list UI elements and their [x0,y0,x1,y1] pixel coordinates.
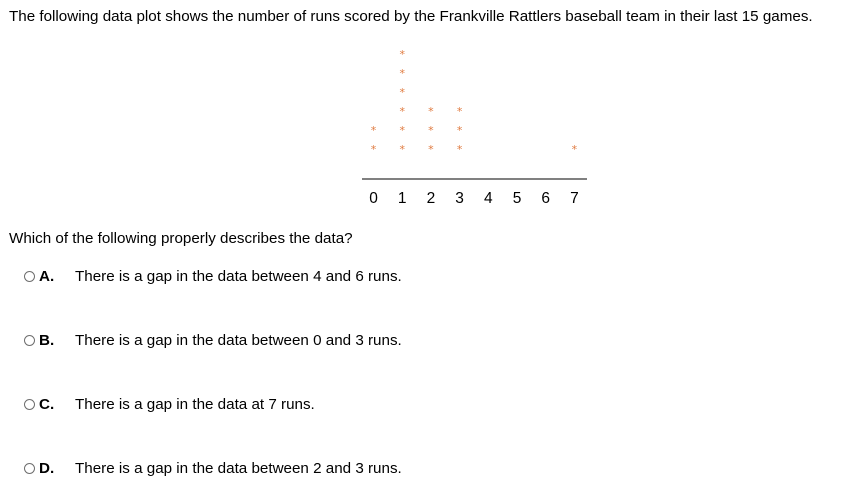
data-marker: * [370,143,377,156]
choice-text: There is a gap in the data at 7 runs. [75,395,315,413]
radio-button[interactable] [24,271,35,282]
tick-label: 6 [541,190,551,207]
choice-text: There is a gap in the data between 4 and 6 runs. [75,267,402,285]
choice-text: There is a gap in the data between 0 and 3 runs. [75,331,402,349]
prompt-text: Which of the following properly describes the data? [9,230,353,247]
data-marker: * [428,143,434,156]
tick-label: 1 [397,190,407,207]
radio-button[interactable] [24,399,35,410]
data-marker: * [399,86,405,99]
data-marker: * [456,105,463,118]
choice-letter: C. [39,395,55,413]
tick-label: 2 [426,190,436,207]
data-marker: * [399,67,405,80]
choice-a[interactable] [24,266,402,286]
radio-button[interactable] [24,463,35,474]
data-marker: * [456,143,463,156]
tick-label: 3 [455,190,464,207]
data-marker: * [428,105,434,118]
choice-d[interactable] [24,458,402,478]
dot-plot [0,0,852,225]
choice-letter: A. [39,267,55,285]
data-marker: * [399,124,405,137]
choice-c[interactable] [24,394,315,414]
tick-label: 4 [483,190,493,207]
tick-label: 7 [570,190,579,207]
question-text: The following data plot shows the number of runs scored by the Frankville Rattlers baseball team in their last 15 games. [9,8,813,25]
data-marker: * [571,143,578,156]
choice-b[interactable] [24,330,402,350]
data-marker: * [399,105,405,118]
data-marker: * [370,124,377,137]
data-marker: * [399,48,405,61]
tick-label: 0 [369,190,378,207]
choice-letter: D. [39,459,55,477]
choice-text: There is a gap in the data between 2 and 3 runs. [75,459,402,477]
data-marker: * [456,124,463,137]
radio-button[interactable] [24,335,35,346]
choice-letter: B. [39,331,55,349]
data-marker: * [428,124,434,137]
data-marker: * [399,143,405,156]
tick-label: 5 [512,190,522,207]
